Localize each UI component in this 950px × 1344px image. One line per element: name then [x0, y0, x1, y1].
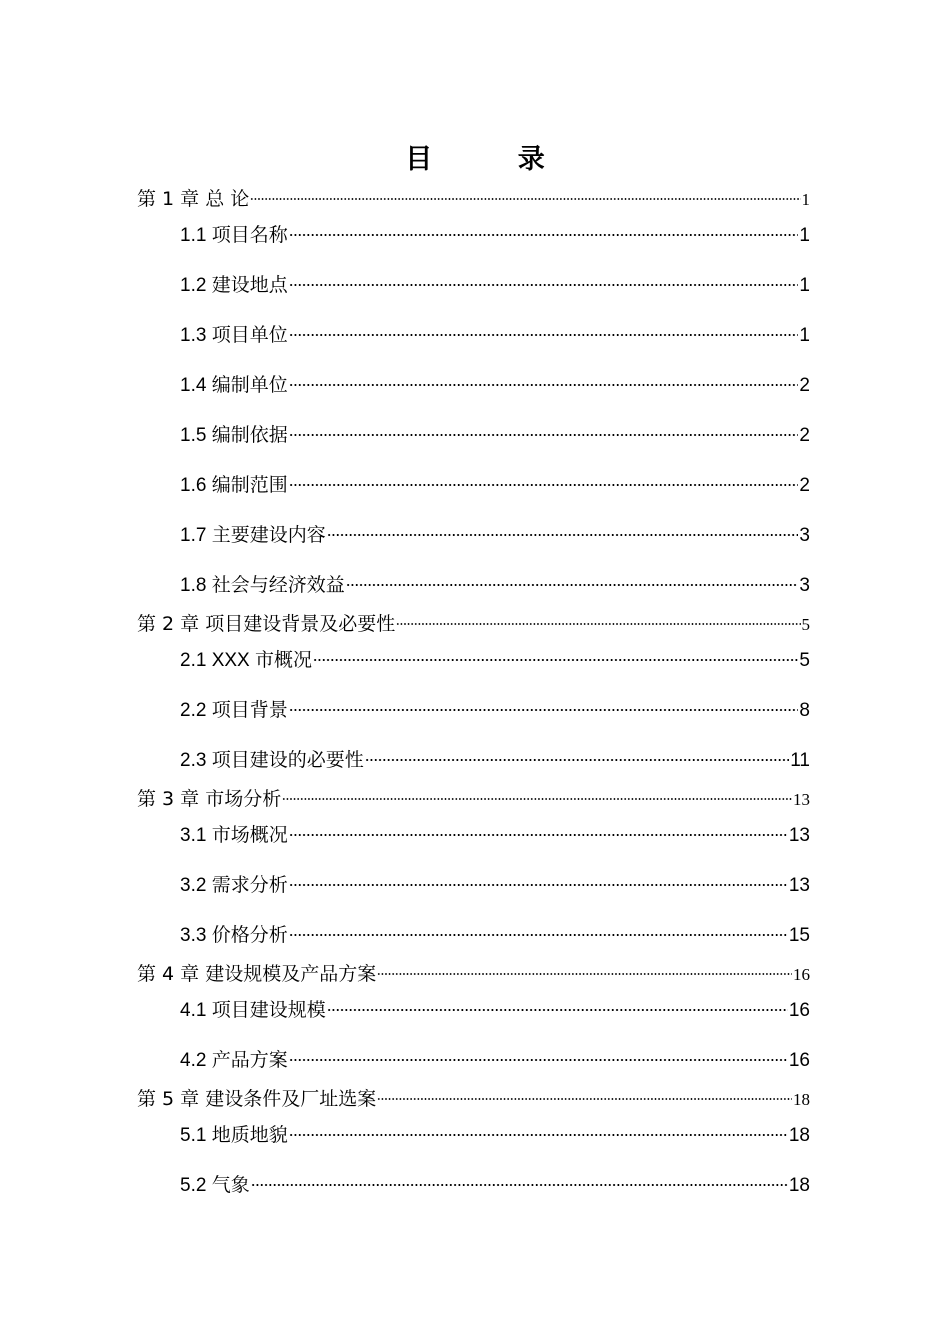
toc-section-entry[interactable] — [180, 273, 810, 299]
toc-entry-label: 3.3 价格分析 — [180, 925, 288, 946]
toc-chapter-entry[interactable] — [137, 1086, 810, 1112]
toc-leader-dots — [346, 583, 799, 587]
toc-entry-label: 5.1 地质地貌 — [180, 1125, 288, 1146]
toc-section-entry[interactable] — [180, 473, 810, 499]
toc-section-entry[interactable] — [180, 573, 810, 599]
toc-entry-page: 13 — [788, 875, 810, 896]
toc-leader-dots — [377, 972, 792, 976]
toc-leader-dots — [289, 233, 799, 237]
toc-chapter-entry[interactable] — [137, 961, 810, 987]
toc-section-entry[interactable] — [180, 1048, 810, 1074]
toc-entry-page: 2 — [799, 375, 810, 396]
toc-chapter-entry[interactable] — [137, 786, 810, 812]
toc-entry-page: 5 — [801, 615, 810, 634]
toc-section-entry[interactable] — [180, 423, 810, 449]
toc-leader-dots — [289, 333, 799, 337]
toc-section-entry[interactable] — [180, 648, 810, 674]
toc-entry-page: 18 — [788, 1175, 810, 1196]
toc-entry-label: 1.7 主要建设内容 — [180, 525, 326, 546]
toc-leader-dots — [289, 708, 799, 712]
toc-leader-dots — [289, 883, 788, 887]
toc-entry-label: 1.6 编制范围 — [180, 475, 288, 496]
toc-entry-page: 2 — [799, 475, 810, 496]
toc-entry-label: 第 3 章 市场分析 — [137, 788, 282, 810]
toc-leader-dots — [289, 483, 799, 487]
toc-entry-label: 1.2 建设地点 — [180, 275, 288, 296]
toc-section-entry[interactable] — [180, 748, 810, 774]
toc-entry-label: 1.4 编制单位 — [180, 375, 288, 396]
toc-entry-label: 5.2 气象 — [180, 1175, 250, 1196]
toc-entry-label: 2.3 项目建设的必要性 — [180, 750, 364, 771]
toc-leader-dots — [289, 833, 788, 837]
toc-leader-dots — [250, 197, 800, 201]
toc-entry-page: 1 — [799, 275, 810, 296]
toc-section-entry[interactable] — [180, 373, 810, 399]
toc-section-entry[interactable] — [180, 823, 810, 849]
toc-entry-label: 1.5 编制依据 — [180, 425, 288, 446]
toc-leader-dots — [377, 1097, 792, 1101]
toc-leader-dots — [251, 1183, 788, 1187]
toc-entry-label: 1.8 社会与经济效益 — [180, 575, 345, 596]
toc-entry-page: 15 — [788, 925, 810, 946]
toc-leader-dots — [327, 533, 799, 537]
toc-leader-dots — [289, 433, 799, 437]
toc-leader-dots — [289, 1133, 788, 1137]
toc-section-entry[interactable] — [180, 223, 810, 249]
toc-entry-page: 8 — [799, 700, 810, 721]
toc-section-entry[interactable] — [180, 323, 810, 349]
toc-entry-page: 18 — [793, 1090, 810, 1109]
toc-entry-label: 第 1 章 总 论 — [137, 188, 250, 210]
toc-title: 目 录 — [405, 144, 583, 175]
toc-entry-label: 1.1 项目名称 — [180, 225, 288, 246]
toc-entry-page: 13 — [788, 825, 810, 846]
toc-entry-page: 11 — [790, 750, 810, 771]
toc-section-entry[interactable] — [180, 923, 810, 949]
toc-leader-dots — [289, 1058, 788, 1062]
toc-entry-page: 3 — [799, 525, 810, 546]
toc-entry-label: 3.1 市场概况 — [180, 825, 288, 846]
toc-entry-page: 13 — [793, 790, 810, 809]
toc-entry-label: 第 2 章 项目建设背景及必要性 — [137, 613, 396, 635]
toc-entry-page: 1 — [801, 190, 810, 209]
toc-entry-label: 1.3 项目单位 — [180, 325, 288, 346]
toc-leader-dots — [289, 933, 788, 937]
toc-leader-dots — [289, 283, 799, 287]
toc-entry-label: 2.1 XXX 市概况 — [180, 650, 312, 671]
toc-entry-page: 5 — [799, 650, 810, 671]
toc-entry-page: 16 — [793, 965, 810, 984]
toc-section-entry[interactable] — [180, 523, 810, 549]
toc-section-entry[interactable] — [180, 873, 810, 899]
toc-entry-label: 第 5 章 建设条件及厂址选案 — [137, 1088, 377, 1110]
toc-chapter-entry[interactable] — [137, 611, 810, 637]
toc-leader-dots — [282, 797, 792, 801]
toc-leader-dots — [313, 658, 798, 662]
toc-section-entry[interactable] — [180, 1123, 810, 1149]
toc-section-entry[interactable] — [180, 998, 810, 1024]
toc-entry-page: 2 — [799, 425, 810, 446]
toc-entry-label: 2.2 项目背景 — [180, 700, 288, 721]
toc-entry-page: 1 — [799, 325, 810, 346]
toc-entry-page: 1 — [799, 225, 810, 246]
toc-leader-dots — [327, 1008, 788, 1012]
toc-entry-page: 3 — [799, 575, 810, 596]
toc-entry-page: 16 — [788, 1050, 810, 1071]
toc-entry-label: 4.2 产品方案 — [180, 1050, 288, 1071]
toc-section-entry[interactable] — [180, 1173, 810, 1199]
toc-entry-label: 3.2 需求分析 — [180, 875, 288, 896]
toc-leader-dots — [396, 622, 800, 626]
toc-entry-page: 18 — [788, 1125, 810, 1146]
toc-leader-dots — [365, 758, 790, 762]
toc-chapter-entry[interactable] — [137, 186, 810, 212]
toc-leader-dots — [289, 383, 799, 387]
toc-section-entry[interactable] — [180, 698, 810, 724]
toc-entry-label: 第 4 章 建设规模及产品方案 — [137, 963, 377, 985]
toc-entry-label: 4.1 项目建设规模 — [180, 1000, 326, 1021]
toc-entry-page: 16 — [788, 1000, 810, 1021]
